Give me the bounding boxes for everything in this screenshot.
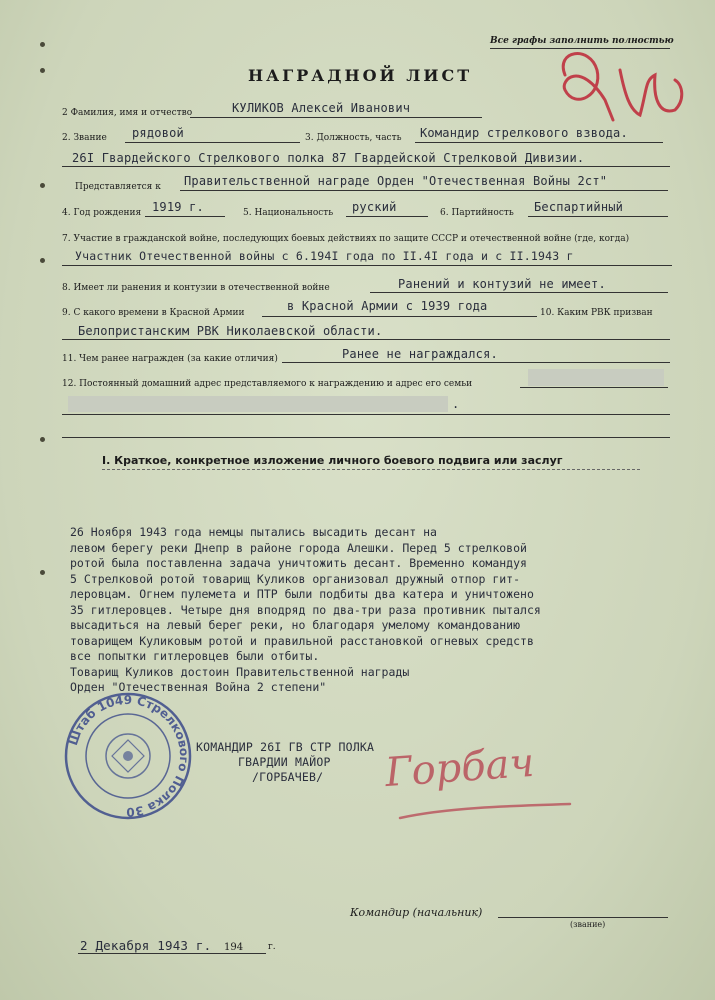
field-position-value: Командир стрелкового взвода. [420,126,628,140]
field-presented-value: Правительственной награде Орден "Отечественная Войны 2ст" [184,174,608,188]
field-wounds-label: 8. Имеет ли ранения и контузии в отечественной войне [62,283,330,293]
field-service-label: 9. С какого времени в Красной Армии [62,308,245,318]
field-war-value: Участник Отечественной войны с 6.194I года по II.4I года и с II.1943 г [75,249,574,263]
field-rank-label: 2. Звание [62,133,107,143]
punch-hole [40,437,45,442]
commander-name: /ГОРБАЧЕВ/ [252,770,324,784]
field-address-label: 12. Постоянный домашний адрес представляемого к награждению и адрес его семьи [62,379,473,389]
redacted-address [68,396,448,412]
instruction-note: Все графы заполнить полностью [490,36,674,46]
field-birth-year-value: 1919 г. [152,200,204,214]
rule [528,216,668,217]
field-rvk-value: Белопристанским РВК Николаевской области. [78,324,383,338]
red-initials-mark [535,40,695,130]
commander-label: Командир (начальник) [350,906,483,919]
field-name-label: 2 Фамилия, имя и отчество [62,108,193,118]
date-year-print: 194 [224,942,244,953]
field-unit-value: 26I Гвардейского Стрелкового полка 87 Гвардейской Стрелковой Дивизии. [72,151,585,165]
rule [125,142,300,143]
rule [190,117,482,118]
narrative-line: 35 гитлеровцев. Четыре дня вподряд по два-три раза противник пытался [70,602,541,617]
punch-hole [40,258,45,263]
punch-hole [40,42,45,47]
address-dot: . [452,397,460,411]
page-title: НАГРАДНОЙ ЛИСТ [248,66,473,85]
commander-rank: ГВАРДИИ МАЙОР [238,755,331,769]
field-awards-value: Ранее не награждался. [342,347,498,361]
narrative-text [70,525,670,696]
narrative-line: высадиться на левый берег реки, но благодаря умелому командованию [70,618,521,632]
rule [102,469,640,470]
punch-hole [40,183,45,188]
narrative-line: Товарищ Куликов достоин Правительственной награды [70,664,410,679]
rule [520,387,668,388]
narrative-line: левом берегу реки Днепр в районе города Алешки. Перед 5 стрелковой [70,540,527,555]
rule [62,265,672,266]
date-suffix: г. [268,942,276,952]
field-birth-year-label: 4. Год рождения [62,208,142,218]
rule [498,917,668,918]
redacted-address [528,369,664,386]
narrative-line: леровцам. Огнем пулемета и ПТР были подбиты два катера и уничтожено [70,587,534,601]
field-presented-label: Представляется к [75,182,161,192]
rule [62,339,670,340]
rule [180,190,668,191]
rule [346,216,428,217]
rule [145,216,225,217]
field-rank-value: рядовой [132,126,184,140]
field-party-value: Беспартийный [534,200,624,214]
regiment-stamp [62,690,194,822]
rule [282,362,670,363]
narrative-line: 26 Ноября 1943 года немцы пытались высадить десант на [70,525,437,539]
punch-hole [40,68,45,73]
narrative-line: Орден "Отечественная Война 2 степени" [70,680,327,694]
signature-underline [395,800,575,830]
punch-hole [40,570,45,575]
rank-label: (звание) [570,920,606,929]
rule [370,292,668,293]
field-awards-label: 11. Чем ранее награжден (за какие отличия) [62,354,278,364]
field-nationality-value: руский [352,200,397,214]
narrative-line: товарищем Куликовым ротой и правильной расстановкой огневых средств [70,633,534,648]
rule [78,953,266,954]
field-rvk-label: 10. Каким РВК призван [540,308,653,318]
field-war-label: 7. Участие в гражданской войне, последующих боевых действиях по защите СССР и отечественной войне (где, когда) [62,234,630,244]
section-heading: I. Краткое, конкретное изложение личного боевого подвига или заслуг [102,454,563,467]
narrative-line: все попытки гитлеровцев были отбиты. [70,649,320,663]
narrative-line: ротой была поставленна задача уничтожить десант. Временно командуя [70,556,527,570]
rule [62,166,670,167]
svg-text:Штаб 1049 Стрелкового Полка 30: Штаб 1049 Стрелкового Полка 30 [66,692,192,820]
rule [262,316,537,317]
rule [62,437,670,438]
field-nationality-label: 5. Национальность [243,208,334,218]
field-name-value: КУЛИКОВ Алексей Иванович [232,101,411,115]
document-date: 2 Декабря 1943 г. [80,938,212,953]
field-wounds-value: Ранений и контузий не имеет. [398,277,606,291]
handwritten-signature: Горбач [383,739,536,797]
commander-title: КОМАНДИР 26I ГВ СТР ПОЛКА [196,740,375,754]
rule [415,142,663,143]
field-position-label: 3. Должность, часть [305,133,402,143]
rule [62,414,670,415]
narrative-line: 5 Стрелковой ротой товарищ Куликов организовал дружный отпор гит- [70,571,521,586]
field-service-value: в Красной Армии с 1939 года [287,299,488,313]
field-party-label: 6. Партийность [440,208,514,218]
